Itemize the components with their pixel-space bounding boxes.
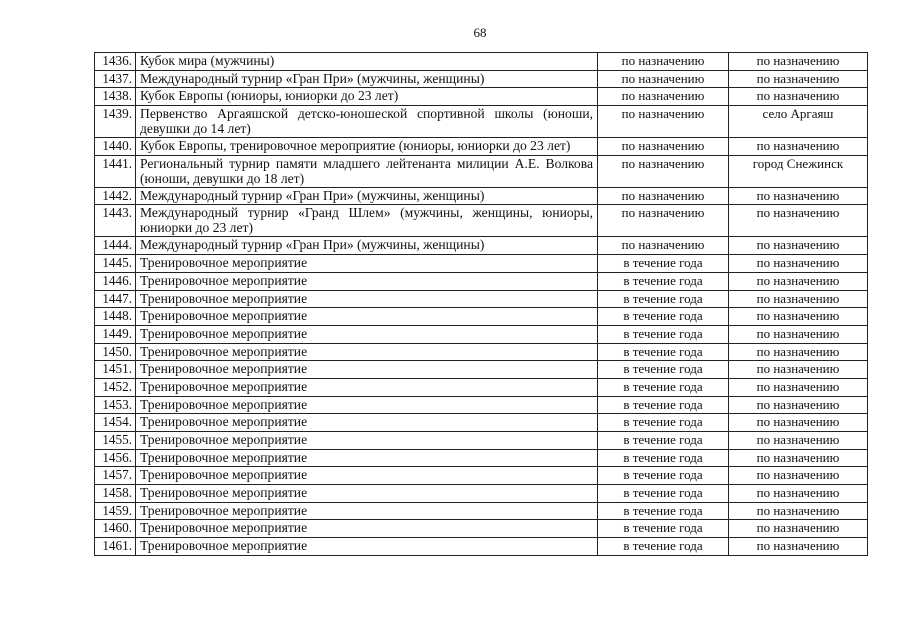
table-row	[95, 205, 868, 237]
event-place: по назначению	[729, 520, 868, 538]
event-time: в течение года	[598, 255, 729, 273]
table-row	[95, 449, 868, 467]
event-place: по назначению	[729, 272, 868, 290]
event-time: по назначению	[598, 53, 729, 71]
event-time: в течение года	[598, 361, 729, 379]
event-name: Международный турнир «Гранд Шлем» (мужчины, женщины, юниоры, юниорки до 23 лет)	[136, 205, 598, 237]
event-time: в течение года	[598, 343, 729, 361]
event-name: Кубок Европы, тренировочное мероприятие (юниоры, юниорки до 23 лет)	[136, 138, 598, 156]
events-table-body	[95, 53, 868, 556]
event-place: по назначению	[729, 538, 868, 556]
event-place: по назначению	[729, 255, 868, 273]
table-row	[95, 308, 868, 326]
event-time: в течение года	[598, 432, 729, 450]
table-row	[95, 378, 868, 396]
events-table	[94, 52, 868, 556]
row-number: 1456.	[95, 449, 136, 467]
table-row	[95, 361, 868, 379]
event-name: Тренировочное мероприятие	[136, 343, 598, 361]
table-row	[95, 325, 868, 343]
row-number: 1460.	[95, 520, 136, 538]
table-row	[95, 343, 868, 361]
row-number: 1442.	[95, 187, 136, 205]
event-name: Тренировочное мероприятие	[136, 325, 598, 343]
row-number: 1438.	[95, 88, 136, 106]
event-place: по назначению	[729, 325, 868, 343]
row-number: 1455.	[95, 432, 136, 450]
event-name: Международный турнир «Гран При» (мужчины, женщины)	[136, 237, 598, 255]
table-row	[95, 432, 868, 450]
event-time: в течение года	[598, 378, 729, 396]
event-place: по назначению	[729, 53, 868, 71]
event-name: Кубок мира (мужчины)	[136, 53, 598, 71]
event-place: по назначению	[729, 467, 868, 485]
event-time: по назначению	[598, 155, 729, 187]
table-row	[95, 396, 868, 414]
event-time: в течение года	[598, 308, 729, 326]
row-number: 1444.	[95, 237, 136, 255]
table-row	[95, 70, 868, 88]
table-row	[95, 414, 868, 432]
row-number: 1445.	[95, 255, 136, 273]
table-row	[95, 53, 868, 71]
event-time: в течение года	[598, 467, 729, 485]
page-number: 68	[473, 25, 487, 40]
row-number: 1458.	[95, 485, 136, 503]
event-name: Тренировочное мероприятие	[136, 502, 598, 520]
event-place: по назначению	[729, 88, 868, 106]
table-row	[95, 255, 868, 273]
event-time: в течение года	[598, 272, 729, 290]
event-name: Тренировочное мероприятие	[136, 272, 598, 290]
event-name: Тренировочное мероприятие	[136, 290, 598, 308]
event-name: Кубок Европы (юниоры, юниорки до 23 лет)	[136, 88, 598, 106]
event-time: по назначению	[598, 187, 729, 205]
row-number: 1454.	[95, 414, 136, 432]
event-place: по назначению	[729, 449, 868, 467]
event-place: по назначению	[729, 396, 868, 414]
table-row	[95, 272, 868, 290]
event-place: по назначению	[729, 138, 868, 156]
row-number: 1449.	[95, 325, 136, 343]
table-row	[95, 467, 868, 485]
event-time: по назначению	[598, 88, 729, 106]
event-time: по назначению	[598, 138, 729, 156]
event-name: Тренировочное мероприятие	[136, 485, 598, 503]
event-time: по назначению	[598, 70, 729, 88]
event-place: по назначению	[729, 378, 868, 396]
event-place: по назначению	[729, 485, 868, 503]
row-number: 1446.	[95, 272, 136, 290]
event-place: село Аргаяш	[729, 106, 868, 138]
event-name: Тренировочное мероприятие	[136, 308, 598, 326]
event-name: Тренировочное мероприятие	[136, 538, 598, 556]
event-name: Тренировочное мероприятие	[136, 449, 598, 467]
event-name: Международный турнир «Гран При» (мужчины, женщины)	[136, 70, 598, 88]
event-time: по назначению	[598, 205, 729, 237]
event-place: по назначению	[729, 187, 868, 205]
row-number: 1440.	[95, 138, 136, 156]
event-name: Первенство Аргаяшской детско-юношеской спортивной школы (юноши, девушки до 14 лет)	[136, 106, 598, 138]
row-number: 1437.	[95, 70, 136, 88]
event-place: по назначению	[729, 432, 868, 450]
event-name: Тренировочное мероприятие	[136, 432, 598, 450]
table-row	[95, 88, 868, 106]
event-time: в течение года	[598, 414, 729, 432]
event-name: Региональный турнир памяти младшего лейтенанта милиции А.Е. Волкова (юноши, девушки до 18 лет)	[136, 155, 598, 187]
event-time: в течение года	[598, 396, 729, 414]
row-number: 1443.	[95, 205, 136, 237]
table-row	[95, 237, 868, 255]
table-row	[95, 502, 868, 520]
row-number: 1452.	[95, 378, 136, 396]
event-name: Тренировочное мероприятие	[136, 467, 598, 485]
event-time: по назначению	[598, 106, 729, 138]
event-place: по назначению	[729, 70, 868, 88]
row-number: 1439.	[95, 106, 136, 138]
event-place: по назначению	[729, 237, 868, 255]
event-place: по назначению	[729, 205, 868, 237]
row-number: 1457.	[95, 467, 136, 485]
event-place: город Снежинск	[729, 155, 868, 187]
event-name: Тренировочное мероприятие	[136, 361, 598, 379]
event-place: по назначению	[729, 502, 868, 520]
row-number: 1441.	[95, 155, 136, 187]
row-number: 1450.	[95, 343, 136, 361]
event-place: по назначению	[729, 414, 868, 432]
table-row	[95, 155, 868, 187]
table-row	[95, 520, 868, 538]
event-time: в течение года	[598, 502, 729, 520]
row-number: 1448.	[95, 308, 136, 326]
table-row	[95, 138, 868, 156]
table-row	[95, 106, 868, 138]
event-name: Тренировочное мероприятие	[136, 414, 598, 432]
event-time: в течение года	[598, 538, 729, 556]
table-row	[95, 290, 868, 308]
event-time: в течение года	[598, 485, 729, 503]
event-place: по назначению	[729, 290, 868, 308]
row-number: 1436.	[95, 53, 136, 71]
event-time: в течение года	[598, 325, 729, 343]
row-number: 1453.	[95, 396, 136, 414]
event-time: в течение года	[598, 290, 729, 308]
event-time: в течение года	[598, 520, 729, 538]
table-row	[95, 538, 868, 556]
event-time: в течение года	[598, 449, 729, 467]
event-name: Международный турнир «Гран При» (мужчины, женщины)	[136, 187, 598, 205]
event-place: по назначению	[729, 361, 868, 379]
event-place: по назначению	[729, 308, 868, 326]
row-number: 1447.	[95, 290, 136, 308]
event-name: Тренировочное мероприятие	[136, 255, 598, 273]
row-number: 1461.	[95, 538, 136, 556]
table-row	[95, 187, 868, 205]
event-name: Тренировочное мероприятие	[136, 378, 598, 396]
event-name: Тренировочное мероприятие	[136, 520, 598, 538]
event-time: по назначению	[598, 237, 729, 255]
event-name: Тренировочное мероприятие	[136, 396, 598, 414]
row-number: 1459.	[95, 502, 136, 520]
event-place: по назначению	[729, 343, 868, 361]
table-row	[95, 485, 868, 503]
row-number: 1451.	[95, 361, 136, 379]
